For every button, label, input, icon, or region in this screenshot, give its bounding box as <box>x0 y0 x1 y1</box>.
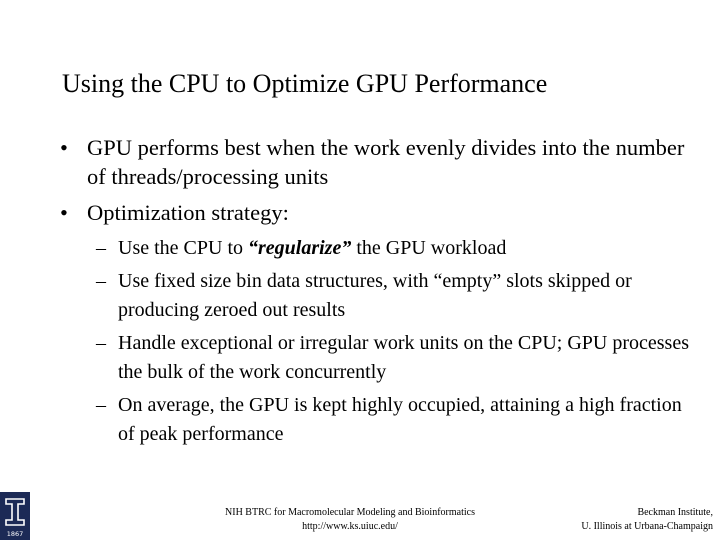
bullet-text: Optimization strategy: <box>87 200 289 225</box>
sub-bullet-list <box>65 234 700 449</box>
university-logo <box>0 492 30 540</box>
sub-bullet-item <box>65 391 700 449</box>
sub-bullet-item <box>65 234 700 263</box>
sub-bullet-text-pre: Use the CPU to <box>118 237 248 259</box>
sub-bullet-item <box>65 329 700 387</box>
sub-bullet-item <box>65 267 700 325</box>
sub-bullet-marker: – <box>96 270 106 292</box>
bullet-text: GPU performs best when the work evenly divides into the number of threads/processing units <box>87 135 685 189</box>
sub-bullet-marker: – <box>96 332 106 354</box>
slide-title: Using the CPU to Optimize GPU Performance <box>62 69 548 98</box>
sub-bullet-text-post: the GPU workload <box>351 237 507 259</box>
footer-right <box>453 506 713 534</box>
sub-bullet-text: Use fixed size bin data structures, with “empty” slots skipped or producing zeroed out results <box>118 270 632 321</box>
illinois-block-i-icon <box>0 492 30 540</box>
sub-bullet-marker: – <box>96 237 106 259</box>
bullet-item <box>60 133 700 191</box>
footer-right-line2: U. Illinois at Urbana-Champaign <box>581 521 713 532</box>
footer-center <box>210 506 490 534</box>
sub-bullet-emphasis: “regularize” <box>248 237 352 259</box>
bullet-marker: • <box>60 200 68 225</box>
sub-bullet-marker: – <box>96 394 106 416</box>
footer-right-line1: Beckman Institute, <box>637 507 713 518</box>
footer-center-line2: http://www.ks.uiuc.edu/ <box>302 521 398 532</box>
sub-bullet-text: Handle exceptional or irregular work units on the CPU; GPU processes the bulk of the work concurrently <box>118 332 689 383</box>
sub-bullet-text: On average, the GPU is kept highly occupied, attaining a high fraction of peak performance <box>118 394 682 445</box>
bullet-marker: • <box>60 135 68 160</box>
bullet-item <box>60 198 700 227</box>
slide-content <box>60 133 700 453</box>
footer-center-line1: NIH BTRC for Macromolecular Modeling and Bioinformatics <box>225 507 475 518</box>
logo-year: 1867 <box>6 530 24 538</box>
